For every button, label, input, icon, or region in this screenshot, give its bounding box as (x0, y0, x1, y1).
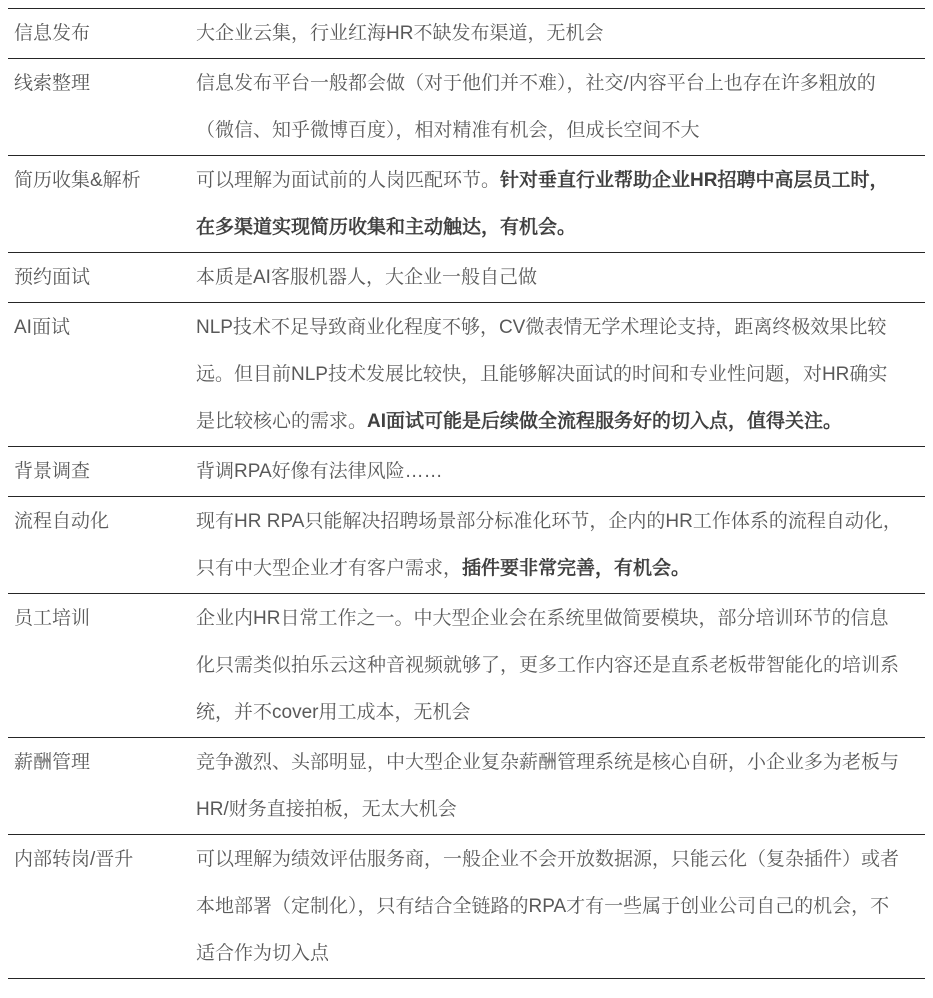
content-segment-bold: AI面试可能是后续做全流程服务好的切入点，值得关注。 (367, 411, 843, 432)
row-content (196, 10, 925, 57)
row-label: 薪酬管理 (14, 752, 91, 773)
table-row (8, 58, 925, 155)
table-row (8, 446, 925, 496)
content-segment: 背调RPA好像有法律风险…… (196, 461, 443, 482)
content-segment: 可以理解为绩效评估服务商，一般企业不会开放数据源，只能云化（复杂插件）或者本地部署（定制化），只有结合全链路的RPA才有一些属于创业公司自己的机会，不适合作为切入点 (196, 849, 900, 964)
content-segment-bold: 针对垂直行业帮助企业HR招聘中高层员工时，在多渠道实现简历收集和主动触达，有机会。 (196, 170, 889, 238)
row-content (196, 836, 925, 977)
table-row (8, 252, 925, 302)
row-content (196, 304, 925, 445)
content-segment: 现有HR RPA只能解决招聘场景部分标准化环节，企内的HR工作体系的流程自动化，只有中大型企业才有客户需求， (196, 511, 902, 579)
row-content (196, 157, 925, 251)
table-row (8, 302, 925, 446)
content-segment: 可以理解为面试前的人岗匹配环节。 (196, 170, 501, 191)
table-row (8, 8, 925, 58)
content-segment: NLP技术不足导致商业化程度不够，CV微表情无学术理论支持，距离终极效果比较远。但目前NLP技术发展比较快，且能够解决面试的时间和专业性问题，对HR确实是比较核心的需求。 (196, 317, 888, 432)
content-segment: 本质是AI客服机器人，大企业一般自己做 (196, 267, 537, 288)
row-label: 信息发布 (14, 23, 91, 44)
row-content (196, 595, 925, 736)
content-segment-bold: 插件要非常完善，有机会。 (462, 558, 691, 579)
row-content (196, 60, 925, 154)
row-label: 内部转岗/晋升 (14, 849, 134, 870)
row-content (196, 448, 925, 495)
table-row (8, 593, 925, 737)
row-label: 预约面试 (14, 267, 91, 288)
table-row (8, 155, 925, 252)
row-label: 简历收集&解析 (14, 170, 141, 191)
table-row (8, 834, 925, 979)
content-segment: 信息发布平台一般都会做（对于他们并不难），社交/内容平台上也存在许多粗放的（微信、知乎微博百度），相对精准有机会，但成长空间不大 (196, 73, 876, 141)
content-segment: 竞争激烈、头部明显，中大型企业复杂薪酬管理系统是核心自研，小企业多为老板与HR/财务直接拍板，无太大机会 (196, 752, 900, 820)
row-label: 背景调查 (14, 461, 91, 482)
row-content (196, 498, 925, 592)
content-segment: 企业内HR日常工作之一。中大型企业会在系统里做简要模块，部分培训环节的信息化只需类似拍乐云这种音视频就够了，更多工作内容还是直系老板带智能化的培训系统，并不cover用工成本，无机会 (196, 608, 900, 723)
row-label: 流程自动化 (14, 511, 110, 532)
hr-analysis-table (8, 8, 925, 979)
row-label: 员工培训 (14, 608, 91, 629)
table-row (8, 737, 925, 834)
row-content (196, 254, 925, 301)
table-row (8, 496, 925, 593)
content-segment: 大企业云集，行业红海HR不缺发布渠道，无机会 (196, 23, 604, 44)
row-label: 线索整理 (14, 73, 91, 94)
row-content (196, 739, 925, 833)
row-label: AI面试 (14, 317, 70, 338)
